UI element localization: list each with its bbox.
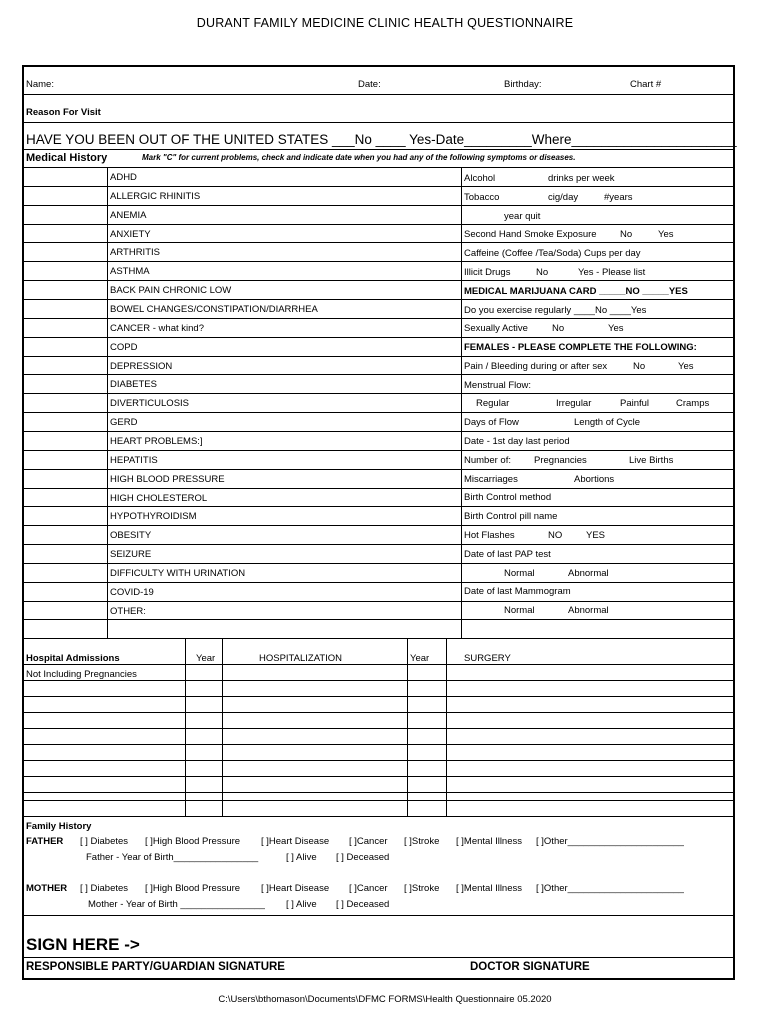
file-path-footer: C:\Users\bthomason\Documents\DFMC FORMS\Health Questionnaire 05.2020 <box>218 994 552 1005</box>
responsible-party-signature: RESPONSIBLE PARTY/GUARDIAN SIGNATURE <box>26 961 285 973</box>
condition-row-line <box>22 488 735 489</box>
mother-hbp: [ ]High Blood Pressure <box>145 883 241 894</box>
medical-history-label: Medical History <box>26 152 108 164</box>
condition-label: COPD <box>110 341 138 353</box>
second-hand-smoke: Second Hand Smoke Exposure <box>464 229 597 240</box>
caffeine-label: Caffeine (Coffee /Tea/Soda) Cups per day <box>464 248 641 259</box>
mammo-normal: Normal <box>504 605 535 616</box>
last-pap: Date of last PAP test <box>464 549 551 560</box>
grid-line <box>461 167 462 638</box>
condition-row-line <box>22 431 735 432</box>
condition-label: ANEMIA <box>110 209 147 221</box>
condition-row-line <box>22 224 735 225</box>
year-header: Year <box>410 653 430 664</box>
condition-label: GERD <box>110 417 138 429</box>
condition-label: CANCER - what kind? <box>110 322 204 334</box>
condition-label: HEART PROBLEMS:] <box>110 435 203 447</box>
condition-label: OBESITY <box>110 530 152 542</box>
hospital-row-line <box>22 776 735 777</box>
tobacco-label: Tobacco <box>464 192 500 203</box>
mother-heart: [ ]Heart Disease <box>261 883 330 894</box>
condition-row-line <box>22 280 735 281</box>
exercise-label: Do you exercise regularly ____No ____Yes <box>464 305 647 316</box>
hospitalization-header: HOSPITALIZATION <box>259 653 343 664</box>
condition-row-line <box>22 242 735 243</box>
days-of-flow: Days of Flow <box>464 417 519 428</box>
hospital-row-line <box>22 800 735 801</box>
father-hbp: [ ]High Blood Pressure <box>145 836 241 847</box>
condition-row-line <box>22 393 735 394</box>
hospital-row-line <box>22 760 735 761</box>
sexually-active: Sexually Active <box>464 323 528 334</box>
condition-label: DEPRESSION <box>110 360 173 372</box>
hospital-row-line <box>22 712 735 713</box>
cig-day: cig/day <box>548 192 579 203</box>
medical-history-instruction: Mark "C" for current problems, check and indicate date when you had any of the following symptoms or diseases. <box>142 153 576 162</box>
reason-label: Reason For Visit <box>26 107 101 118</box>
menstrual-flow: Menstrual Flow: <box>464 380 532 391</box>
condition-row-line <box>22 601 735 602</box>
sign-here: SIGN HERE -> <box>26 935 140 954</box>
hospital-row-line <box>22 664 735 665</box>
condition-row-line <box>22 525 735 526</box>
condition-label: ADHD <box>110 172 137 183</box>
not-incl-pregnancies: Not Including Pregnancies <box>26 669 137 680</box>
condition-label: BOWEL CHANGES/CONSTIPATION/DIARRHEA <box>110 304 318 315</box>
pain-bleeding: Pain / Bleeding during or after sex <box>464 361 608 372</box>
illicit-no: No <box>536 267 549 278</box>
illicit-yes: Yes - Please list <box>578 267 646 278</box>
divider <box>22 94 735 95</box>
length-of-cycle: Length of Cycle <box>574 417 641 428</box>
condition-row-line <box>22 356 735 357</box>
birthday-label: Birthday: <box>504 79 542 90</box>
mammo-abnormal: Abnormal <box>568 605 609 616</box>
condition-label: ANXIETY <box>110 228 151 240</box>
date-last-period: Date - 1st day last period <box>464 436 570 447</box>
miscarriages: Miscarriages <box>464 474 518 485</box>
sexual-yes: Yes <box>608 323 624 334</box>
condition-row-line <box>22 261 735 262</box>
hospital-col-line <box>185 638 186 816</box>
hospital-row-line <box>22 792 735 793</box>
father-stroke: [ ]Stroke <box>404 836 440 847</box>
father-cancer: [ ]Cancer <box>349 836 388 847</box>
father-other: [ ]Other______________________ <box>536 836 684 847</box>
condition-row-line <box>22 374 735 375</box>
condition-row-line <box>22 582 735 583</box>
condition-row-line <box>22 167 735 168</box>
grid-line <box>107 167 108 638</box>
condition-label: ALLERGIC RHINITIS <box>110 190 201 202</box>
last-mammogram: Date of last Mammogram <box>464 586 571 597</box>
pain-yes: Yes <box>678 361 694 372</box>
family-history-label: Family History <box>26 821 92 832</box>
father-deceased: [ ] Deceased <box>336 852 390 863</box>
hospital-col-line <box>446 638 447 816</box>
father-mental: [ ]Mental Illness <box>456 836 522 847</box>
mother-yob: Mother - Year of Birth ________________ <box>88 899 265 910</box>
sexual-no: No <box>552 323 565 334</box>
mother-deceased: [ ] Deceased <box>336 899 390 910</box>
mother-alive: [ ] Alive <box>286 899 317 910</box>
condition-row-line <box>22 544 735 545</box>
divider <box>22 122 735 123</box>
years-label: #years <box>604 192 633 203</box>
father-diabetes: [ ] Diabetes <box>80 836 129 847</box>
condition-label: OTHER: <box>110 605 146 617</box>
condition-label: SEIZURE <box>110 549 152 560</box>
condition-row-line <box>22 318 735 319</box>
birth-control-method: Birth Control method <box>464 492 552 503</box>
alcohol-label: Alcohol <box>464 173 496 184</box>
travel-question: HAVE YOU BEEN OUT OF THE UNITED STATES ___No ____ Yes-Date_________Where______________________ <box>26 132 737 147</box>
divider <box>22 638 735 639</box>
smoke-yes: Yes <box>658 229 674 240</box>
condition-label: HEPATITIS <box>110 454 158 466</box>
surgery-header: SURGERY <box>464 653 511 664</box>
hot-flashes: Hot Flashes <box>464 530 515 541</box>
doctor-signature: DOCTOR SIGNATURE <box>470 961 590 973</box>
condition-row-line <box>22 619 735 620</box>
condition-row-line <box>22 563 735 564</box>
mother-label: MOTHER <box>26 883 68 894</box>
condition-label: ARTHRITIS <box>110 247 160 259</box>
divider <box>22 915 735 916</box>
flow-irregular: Irregular <box>556 398 592 409</box>
condition-label: HYPOTHYROIDISM <box>110 511 197 523</box>
birth-control-pill: Birth Control pill name <box>464 511 558 522</box>
signature-line <box>22 957 735 958</box>
flow-painful: Painful <box>620 398 650 409</box>
smoke-no: No <box>620 229 633 240</box>
condition-row-line <box>22 186 735 187</box>
pap-abnormal: Abnormal <box>568 568 609 579</box>
hospital-row-line <box>22 744 735 745</box>
condition-row-line <box>22 205 735 206</box>
illicit-label: Illicit Drugs <box>464 267 511 278</box>
condition-row-line <box>22 506 735 507</box>
form-title: DURANT FAMILY MEDICINE CLINIC HEALTH QUESTIONNAIRE <box>196 16 574 30</box>
live-births: Live Births <box>629 455 674 466</box>
year-quit: year quit <box>504 211 541 222</box>
hospital-row-line <box>22 728 735 729</box>
females-header: FEMALES - PLEASE COMPLETE THE FOLLOWING: <box>464 342 697 353</box>
condition-row-line <box>22 337 735 338</box>
mother-cancer: [ ]Cancer <box>349 883 388 894</box>
chart-label: Chart # <box>630 79 662 90</box>
father-alive: [ ] Alive <box>286 852 317 863</box>
condition-label: ASTHMA <box>110 266 150 278</box>
flow-regular: Regular <box>476 398 510 409</box>
condition-label: DIFFICULTY WITH URINATION <box>110 567 246 579</box>
date-label: Date: <box>358 79 381 90</box>
pregnancies: Pregnancies <box>534 455 587 466</box>
hot-flashes-no: NO <box>548 530 563 541</box>
father-yob: Father - Year of Birth________________ <box>86 852 259 863</box>
divider <box>22 816 735 817</box>
father-heart: [ ]Heart Disease <box>261 836 330 847</box>
hospital-col-line <box>222 638 223 816</box>
drinks-per-week: drinks per week <box>548 173 615 184</box>
hot-flashes-yes: YES <box>586 530 606 541</box>
condition-label: DIVERTICULOSIS <box>110 398 190 410</box>
marijuana-label: MEDICAL MARIJUANA CARD _____NO _____YES <box>464 286 688 297</box>
condition-label: BACK PAIN CHRONIC LOW <box>110 285 232 297</box>
condition-label: DIABETES <box>110 379 157 391</box>
condition-row-line <box>22 412 735 413</box>
flow-cramps: Cramps <box>676 398 710 409</box>
condition-label: COVID-19 <box>110 586 154 598</box>
condition-label: HIGH BLOOD PRESSURE <box>110 473 225 485</box>
hospital-col-line <box>407 638 408 816</box>
father-label: FATHER <box>26 836 64 847</box>
divider <box>22 149 735 150</box>
abortions: Abortions <box>574 474 615 485</box>
hospital-admissions-label: Hospital Admissions <box>26 653 120 664</box>
mother-mental: [ ]Mental Illness <box>456 883 522 894</box>
pap-normal: Normal <box>504 568 535 579</box>
hospital-row-line <box>22 696 735 697</box>
number-of: Number of: <box>464 455 511 466</box>
mother-diabetes: [ ] Diabetes <box>80 883 129 894</box>
condition-row-line <box>22 450 735 451</box>
condition-row-line <box>22 469 735 470</box>
pain-no: No <box>633 361 646 372</box>
condition-label: HIGH CHOLESTEROL <box>110 492 208 504</box>
name-label: Name: <box>26 79 54 90</box>
mother-other: [ ]Other______________________ <box>536 883 684 894</box>
year-header: Year <box>196 653 216 664</box>
mother-stroke: [ ]Stroke <box>404 883 440 894</box>
condition-row-line <box>22 299 735 300</box>
